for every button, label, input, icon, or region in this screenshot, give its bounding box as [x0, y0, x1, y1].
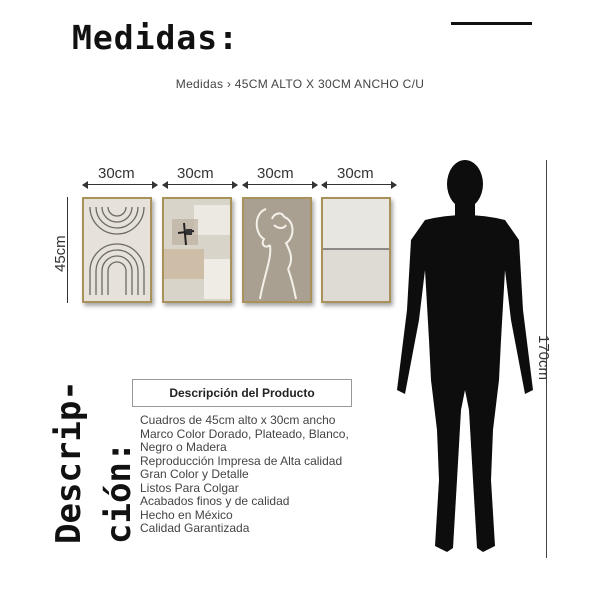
- page-title: Medidas:: [72, 18, 239, 57]
- art-panel-1: [82, 197, 152, 303]
- person-height-label: 170cm: [535, 335, 552, 381]
- description-title-box: Descripción del Producto: [132, 379, 352, 407]
- art-panel-4: [321, 197, 391, 303]
- top-rule: [451, 22, 532, 25]
- side-heading-line-1: Descrip-: [49, 380, 89, 544]
- list-item: Gran Color y Detalle: [140, 467, 249, 481]
- width-arrow-2: [163, 184, 237, 185]
- human-silhouette-icon: [395, 160, 535, 560]
- breadcrumb: Medidas › 45CM ALTO X 30CM ANCHO C/U: [175, 77, 425, 91]
- height-arrow: [67, 197, 68, 303]
- art-panel-2: [162, 197, 232, 303]
- width-label-2: 30cm: [177, 165, 214, 182]
- list-item: Acabados finos y de calidad: [140, 494, 290, 508]
- description-list: [140, 414, 349, 536]
- list-item: Listos Para Colgar: [140, 480, 239, 495]
- list-item: Hecho en México: [140, 507, 233, 522]
- list-item: Reproducción Impresa de Alta calidad: [140, 453, 343, 468]
- width-label-1: 30cm: [98, 165, 135, 182]
- width-arrow-4: [322, 184, 396, 185]
- width-label-4: 30cm: [337, 165, 374, 182]
- width-label-3: 30cm: [257, 165, 294, 182]
- art-panel-3: [242, 197, 312, 303]
- height-label: 45cm: [52, 235, 69, 272]
- list-item: Calidad Garantizada: [140, 521, 250, 535]
- width-arrow-1: [83, 184, 157, 185]
- list-item: Negro o Madera: [140, 440, 227, 454]
- width-arrow-3: [243, 184, 317, 185]
- list-item: Cuadros de 45cm alto x 30cm ancho: [140, 413, 336, 427]
- side-heading-line-2: ción:: [99, 441, 139, 544]
- list-item: Marco Color Dorado, Plateado, Blanco,: [140, 426, 349, 441]
